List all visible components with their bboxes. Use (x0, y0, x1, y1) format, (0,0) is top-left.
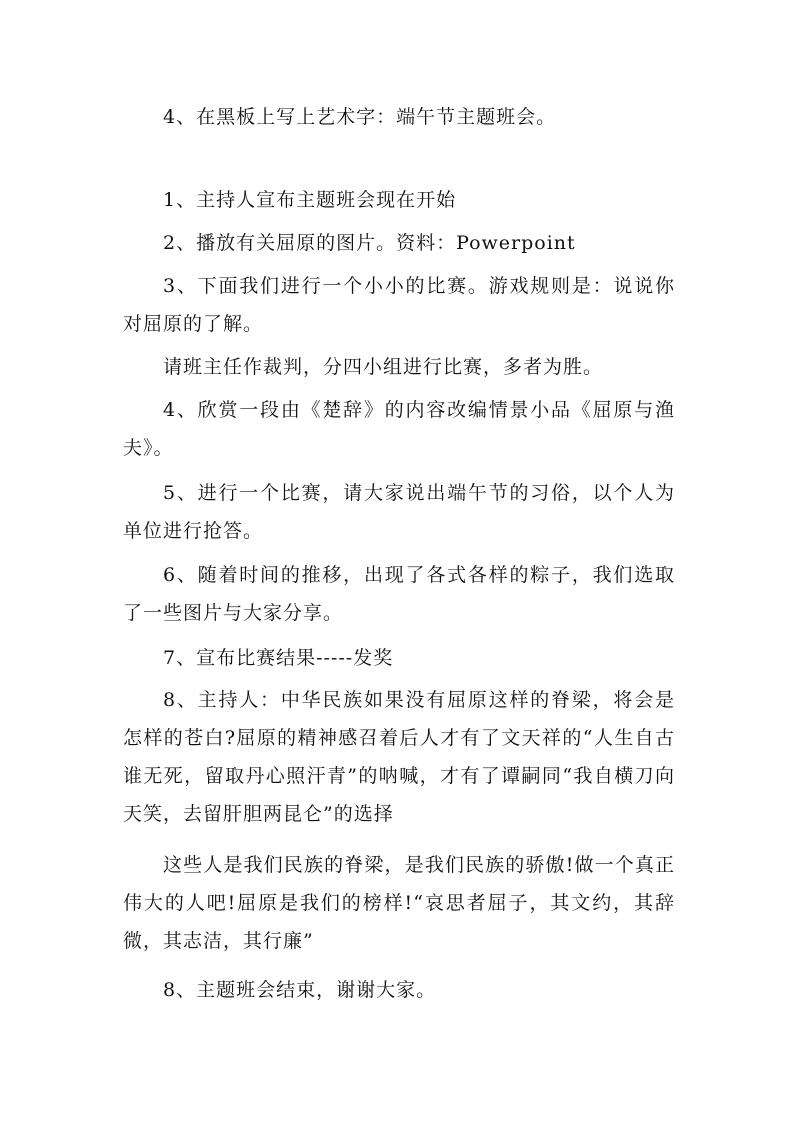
paragraph-blackboard: 4、在黑板上写上艺术字：端午节主题班会。 (163, 106, 557, 128)
paragraph-step-7: 7、宣布比赛结果-----发奖 (163, 647, 394, 669)
paragraph-step-5: 5、进行一个比赛，请大家说出端午节的习俗，以个人为单位进行抢答。 (123, 482, 675, 542)
paragraph-step-2: 2、播放有关屈原的图片。资料：Powerpoint (163, 232, 576, 254)
paragraph-step-1: 1、主持人宣布主题班会现在开始 (163, 189, 457, 211)
paragraph-closing: 8、主题班会结束，谢谢大家。 (163, 979, 437, 1001)
paragraph-step-8-host: 8、主持人：中华民族如果没有屈原这样的脊梁，将会是怎样的苍白?屈原的精神感召着后人才有了文天祥的“人生自古谁无死，留取丹心照汗青”的呐喊，才有了谭嗣同“我自横刀向天笑，去留肝胆两昆仑”的选择 (123, 689, 675, 825)
paragraph-referee: 请班主任作裁判，分四小组进行比赛，多者为胜。 (163, 356, 604, 378)
paragraph-step-4: 4、欣赏一段由《楚辞》的内容改编情景小品《屈原与渔夫》。 (123, 399, 675, 459)
paragraph-backbone: 这些人是我们民族的脊梁，是我们民族的骄傲!做一个真正伟大的人吧!屈原是我们的榜样!“哀思者屈子，其文约，其辞微，其志洁，其行廉” (123, 854, 675, 952)
paragraph-step-6: 6、随着时间的推移，出现了各式各样的粽子，我们选取了一些图片与大家分享。 (123, 564, 675, 624)
paragraph-step-3: 3、下面我们进行一个小小的比赛。游戏规则是：说说你对屈原的了解。 (123, 275, 675, 335)
